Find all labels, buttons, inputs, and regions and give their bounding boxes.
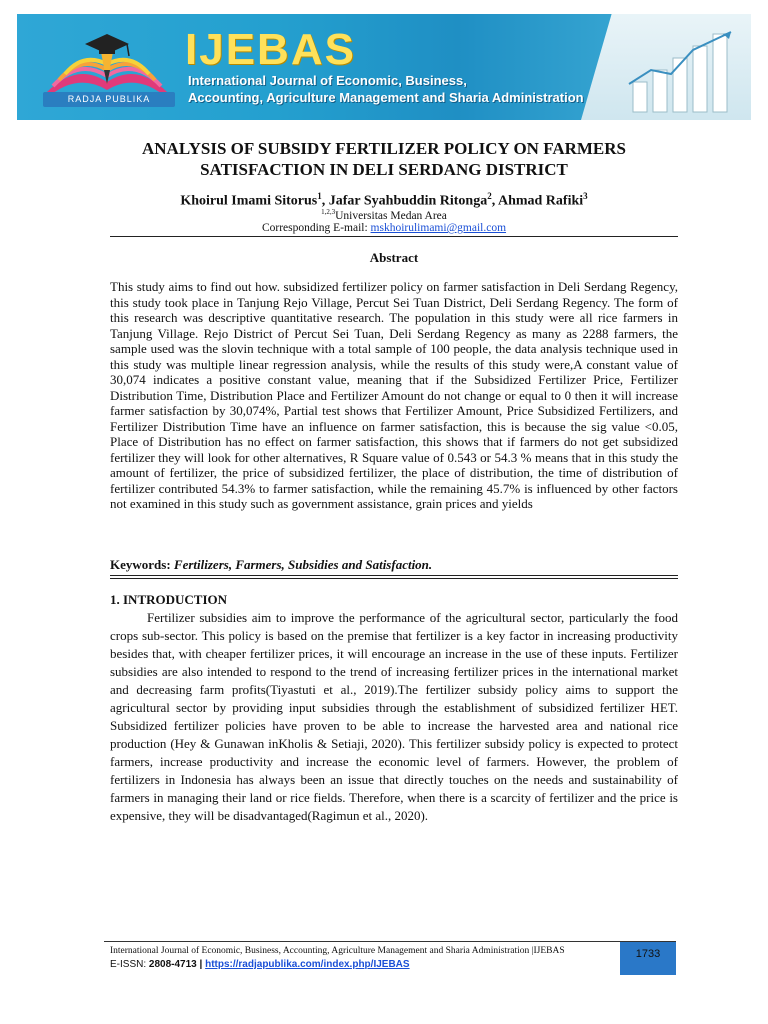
corresponding-label: Corresponding E-mail: <box>261 222 371 234</box>
abstract-text: This study aims to find out how. subsidized fertilizer policy on farmer satisfaction in Deli Serdang Regency, this study took place in Tanjung Rejo Village, Percut Sei Tuan District, Deli Serdang Regency. The form of this research was descriptive quantitative research. The population in this study were all rice farmers in Tanjung Village. Rejo District of Percut Sei Tuan, Deli Serdang Regency as many as 2288 farmers, the sample used was the slovin technique with a total sample of 100 people, the data analysis technique used in this study was multiple linear regression analysis, while the results of this study were,A constant value of 30,074 indicates a positive constant value, meaning that if the Subsidized Fertilizer Price, Fertilizer Distribution Time, Distribution Place and Fertilizer Amount do not change or equal to 0 then it will increase farmer satisfaction by 30,074%, Partial test shows that Fertilizer Amount, Price Subsidized Fertilizers, and Fertilizer Distribution Time have an influence on farmer satisfaction, this is because the sig value <0.05, Place of Distribution has no effect on farmer satisfaction, this shows that if farmers do not get subsidized fertilizer they will look for other alternatives, R Square value of 0.543 or 54.3 % means that in this study the amount of fertilizer, the price of subsidized fertilizer, the place of distribution, the time of distribution of fertilizer contributed 54.3% to farmer satisfaction, while the remaining 45.7% is influenced by other factors not examined in this study such as government assistance, grain prices and yields <box>110 279 678 511</box>
footer-issn <box>110 958 620 971</box>
double-divider <box>110 575 678 579</box>
journal-full-name <box>188 72 648 106</box>
author-name: Khoirul Imami Sitorus <box>180 193 318 209</box>
footer-divider <box>104 941 676 942</box>
footer-journal-name: International Journal of Economic, Business, Accounting, Agriculture Management and Sharia Administration |IJEBAS <box>110 946 565 956</box>
paper-title <box>100 138 668 180</box>
issn-value: 2808-4713 <box>148 959 197 970</box>
affiliation-sup: 1,2,3 <box>321 208 336 216</box>
footer-separator: | <box>196 959 206 970</box>
issn-label: E-ISSN: <box>110 959 149 970</box>
author-sup: 1 <box>317 191 322 201</box>
keywords-list: Fertilizers, Farmers, Subsidies and Satisfaction. <box>173 557 433 572</box>
author-name: Ahmad Rafiki <box>497 193 584 209</box>
corresponding-email <box>90 221 678 235</box>
paper-title-line2: SATISFACTION IN DELI SERDANG DISTRICT <box>200 160 568 179</box>
journal-abbrev: IJEBAS <box>185 25 356 74</box>
paper-title-line1: ANALYSIS OF SUBSIDY FERTILIZER POLICY ON FARMERS <box>142 139 626 158</box>
page-number-badge: 1733 <box>620 942 676 975</box>
abstract-heading: Abstract <box>369 250 419 265</box>
journal-banner <box>17 14 751 120</box>
section-heading-introduction: 1. INTRODUCTION <box>110 592 228 607</box>
author-name: Jafar Syahbuddin Ritonga <box>328 193 488 209</box>
journal-full-name-line2: Accounting, Agriculture Management and Sharia Administration <box>188 90 584 105</box>
journal-url-link[interactable]: https://radjapublika.com/index.php/IJEBAS <box>205 959 410 970</box>
publisher-label: RADJA PUBLIKA <box>43 92 175 107</box>
growth-chart-icon <box>593 24 743 116</box>
author-separator: , <box>491 193 498 209</box>
keywords-label: Keywords: <box>110 557 174 572</box>
affiliation-name: Universitas Medan Area <box>335 209 447 222</box>
divider <box>110 236 678 237</box>
author-separator: , <box>321 193 329 209</box>
author-sup: 3 <box>583 191 588 201</box>
keywords <box>110 557 678 573</box>
introduction-text: Fertilizer subsidies aim to improve the performance of the agricultural sector, particularly the food crops sub-sector. This policy is based on the premise that fertilizer is a key factor in increasing productivity besides that, with cheaper fertilizer prices, it will encourage an increase in the use of these inputs. Fertilizer subsidies are also intended to respond to the trend of increasing fertilizer prices in the international market and decreasing farm profits(Tiyastuti et al., 2019).The fertilizer subsidy policy aims to support the agricultural sector by providing input subsidies through the establishment of subsidized fertilizer HET. Subsidized fertilizer policies have proven to be able to increase the harvested area and national rice production (Hey & Gunawan inKholis & Setiaji, 2020). This fertilizer subsidy policy is expected to protect farmers, increase productivity and increase the economic level of farmers. However, the problem of fertilizers in Indonesia has always been an issue that directly touches on the needs and sustainability of farmers in managing their land or rice fields. Therefore, when there is a scarcity of fertilizer and the price is expensive, they will be disadvantaged(Ragimun et al., 2020). <box>110 610 678 823</box>
author-sup: 2 <box>487 191 492 201</box>
journal-full-name-line1: International Journal of Economic, Business, <box>188 73 467 88</box>
email-link[interactable]: mskhoirulimami@gmail.com <box>370 222 507 234</box>
